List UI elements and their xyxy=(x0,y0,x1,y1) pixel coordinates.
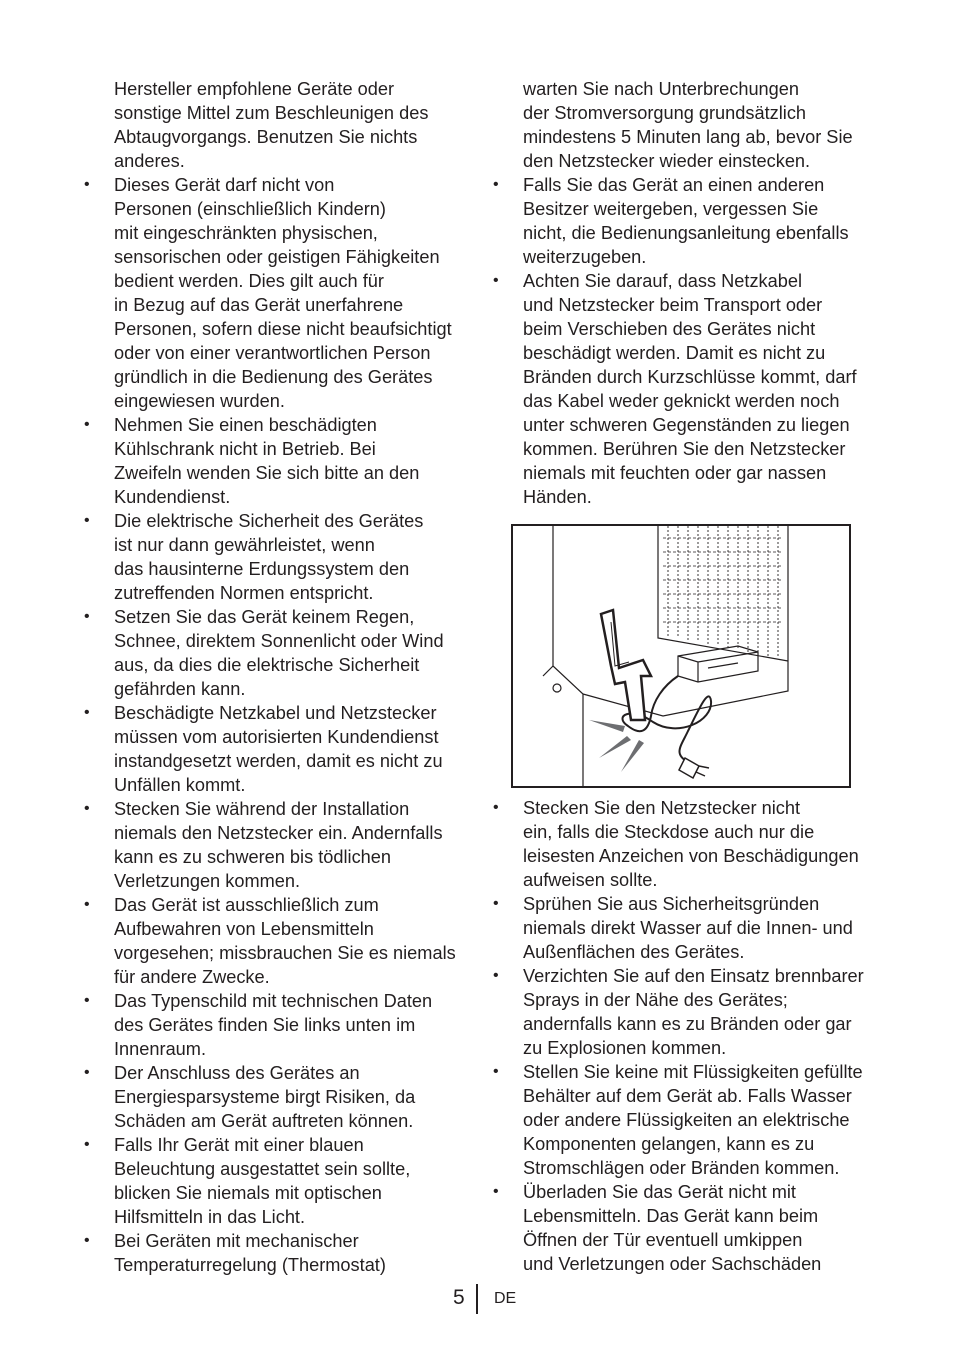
text-line: Beleuchtung ausgestattet sein sollte, xyxy=(114,1159,411,1179)
text-line: gründlich in die Bedienung des Gerätes xyxy=(114,367,433,387)
text-line: Bei Geräten mit mechanischer xyxy=(114,1231,359,1251)
text-line: Nehmen Sie einen beschädigten xyxy=(114,415,377,435)
text-line: in Bezug auf das Gerät unerfahrene xyxy=(114,295,404,315)
text-line: Die elektrische Sicherheit des Gerätes xyxy=(114,511,424,531)
right-column xyxy=(493,77,873,1276)
text-line: des Gerätes finden Sie links unten im xyxy=(114,1015,416,1035)
language-code: DE xyxy=(494,1290,517,1307)
bullet-icon: • xyxy=(493,799,499,816)
continuation-paragraph xyxy=(84,77,470,173)
text-line: Kundendienst. xyxy=(114,487,231,507)
bullet-item xyxy=(84,173,470,413)
text-line: Bränden durch Kurzschlüsse kommt, darf xyxy=(523,367,857,387)
text-line: gefährden kann. xyxy=(114,679,246,699)
bullet-item xyxy=(84,1133,470,1229)
bullet-item xyxy=(493,1180,873,1276)
text-line: Setzen Sie das Gerät keinem Regen, xyxy=(114,607,415,627)
power-cable-illustration xyxy=(511,524,851,788)
text-line: Temperaturregelung (Thermostat) xyxy=(114,1255,386,1275)
bullet-item xyxy=(493,269,873,509)
text-line: Stecken Sie den Netzstecker nicht xyxy=(523,798,800,818)
text-line: für andere Zwecke. xyxy=(114,967,270,987)
bullet-icon: • xyxy=(493,895,499,912)
bullet-list xyxy=(493,173,873,509)
text-line: Besitzer weitergeben, vergessen Sie xyxy=(523,199,819,219)
text-line: Komponenten gelangen, kann es zu xyxy=(523,1134,815,1154)
text-line: Händen. xyxy=(523,487,592,507)
page-number: 5 xyxy=(453,1286,465,1309)
text-line: Stromschlägen oder Bränden kommen. xyxy=(523,1158,840,1178)
text-line: beschädigt werden. Damit es nicht zu xyxy=(523,343,826,363)
fridge-cable-drawing xyxy=(513,526,849,786)
text-line: Innenraum. xyxy=(114,1039,207,1059)
text-line: zutreffenden Normen entspricht. xyxy=(114,583,374,603)
text-line: niemals mit feuchten oder gar nassen xyxy=(523,463,827,483)
text-line: unter schweren Gegenständen zu liegen xyxy=(523,415,850,435)
text-line: blicken Sie niemals mit optischen xyxy=(114,1183,382,1203)
text-line: oder von einer verantwortlichen Person xyxy=(114,343,431,363)
bullet-item xyxy=(493,1060,873,1180)
text-line: anderes. xyxy=(114,151,185,171)
bullet-icon: • xyxy=(84,512,90,529)
text-line: der Stromversorgung grundsätzlich xyxy=(523,103,807,123)
text-line: niemals den Netzstecker ein. Andernfalls xyxy=(114,823,443,843)
bullet-icon: • xyxy=(493,176,499,193)
text-line: Öffnen der Tür eventuell umkippen xyxy=(523,1230,803,1250)
text-line: Beschädigte Netzkabel und Netzstecker xyxy=(114,703,437,723)
bullet-item xyxy=(84,1229,470,1277)
text-line: und Netzstecker beim Transport oder xyxy=(523,295,823,315)
text-line: das hausinterne Erdungssystem den xyxy=(114,559,410,579)
text-line: Personen, sofern diese nicht beaufsichtigt xyxy=(114,319,452,339)
text-line: Sprays in der Nähe des Gerätes; xyxy=(523,990,788,1010)
text-line: Das Typenschild mit technischen Daten xyxy=(114,991,433,1011)
bullet-icon: • xyxy=(84,608,90,625)
text-line: niemals direkt Wasser auf die Innen- und xyxy=(523,918,853,938)
text-line: mit eingeschränkten physischen, xyxy=(114,223,378,243)
bullet-item xyxy=(493,892,873,964)
text-line: Achten Sie darauf, dass Netzkabel xyxy=(523,271,803,291)
text-line: Hersteller empfohlene Geräte oder xyxy=(114,79,395,99)
text-line: ein, falls die Steckdose auch nur die xyxy=(523,822,815,842)
text-line: ist nur dann gewährleistet, wenn xyxy=(114,535,375,555)
text-line: müssen vom autorisierten Kundendienst xyxy=(114,727,439,747)
page-footer xyxy=(0,1284,954,1314)
bullet-item xyxy=(84,701,470,797)
text-line: weiterzugeben. xyxy=(523,247,647,267)
text-line: Der Anschluss des Gerätes an xyxy=(114,1063,360,1083)
bullet-icon: • xyxy=(493,272,499,289)
text-line: Schäden am Gerät auftreten können. xyxy=(114,1111,414,1131)
text-line: Verzichten Sie auf den Einsatz brennbarer xyxy=(523,966,864,986)
bullet-icon: • xyxy=(84,992,90,1009)
bullet-item xyxy=(493,964,873,1060)
text-line: andernfalls kann es zu Bränden oder gar xyxy=(523,1014,852,1034)
bullet-item xyxy=(84,893,470,989)
bullet-icon: • xyxy=(84,176,90,193)
text-line: aus, da dies die elektrische Sicherheit xyxy=(114,655,420,675)
text-line: Verletzungen kommen. xyxy=(114,871,301,891)
text-line: instandgesetzt werden, damit es nicht zu xyxy=(114,751,443,771)
text-line: das Kabel weder geknickt werden noch xyxy=(523,391,840,411)
text-line: Stecken Sie während der Installation xyxy=(114,799,410,819)
text-line: Stellen Sie keine mit Flüssigkeiten gefüllte xyxy=(523,1062,863,1082)
text-line: sensorischen oder geistigen Fähigkeiten xyxy=(114,247,440,267)
text-line: Aufbewahren von Lebensmitteln xyxy=(114,919,374,939)
bullet-item xyxy=(84,413,470,509)
text-line: Energiesparsysteme birgt Risiken, da xyxy=(114,1087,416,1107)
text-line: nicht, die Bedienungsanleitung ebenfalls xyxy=(523,223,849,243)
continuation-paragraph xyxy=(493,77,873,173)
text-line: bedient werden. Dies gilt auch für xyxy=(114,271,384,291)
text-line: zu Explosionen kommen. xyxy=(523,1038,727,1058)
text-line: und Verletzungen oder Sachschäden xyxy=(523,1254,822,1274)
bullet-icon: • xyxy=(84,1232,90,1249)
text-line: Behälter auf dem Gerät ab. Falls Wasser xyxy=(523,1086,852,1106)
text-line: eingewiesen wurden. xyxy=(114,391,285,411)
text-line: vorgesehen; missbrauchen Sie es niemals xyxy=(114,943,456,963)
bullet-list xyxy=(493,796,873,1276)
bullet-item xyxy=(84,989,470,1061)
left-column xyxy=(84,77,470,1277)
bullet-item xyxy=(84,605,470,701)
text-line: kann es zu schweren bis tödlichen xyxy=(114,847,392,867)
text-line: Sprühen Sie aus Sicherheitsgründen xyxy=(523,894,820,914)
text-line: Falls Sie das Gerät an einen anderen xyxy=(523,175,825,195)
text-line: Unfällen kommt. xyxy=(114,775,246,795)
text-line: Überladen Sie das Gerät nicht mit xyxy=(523,1182,796,1202)
text-line: oder andere Flüssigkeiten an elektrische xyxy=(523,1110,850,1130)
text-line: mindestens 5 Minuten lang ab, bevor Sie xyxy=(523,127,853,147)
text-line: Das Gerät ist ausschließlich zum xyxy=(114,895,379,915)
bullet-icon: • xyxy=(493,1183,499,1200)
text-line: warten Sie nach Unterbrechungen xyxy=(523,79,800,99)
bullet-item xyxy=(84,1061,470,1133)
bullet-icon: • xyxy=(84,1136,90,1153)
text-line: kommen. Berühren Sie den Netzstecker xyxy=(523,439,846,459)
bullet-icon: • xyxy=(493,1063,499,1080)
text-line: beim Verschieben des Gerätes nicht xyxy=(523,319,816,339)
bullet-icon: • xyxy=(84,416,90,433)
text-line: den Netzstecker wieder einstecken. xyxy=(523,151,811,171)
text-line: Personen (einschließlich Kindern) xyxy=(114,199,386,219)
bullet-item xyxy=(84,797,470,893)
bullet-item xyxy=(84,509,470,605)
bullet-icon: • xyxy=(84,800,90,817)
text-line: Dieses Gerät darf nicht von xyxy=(114,175,335,195)
bullet-icon: • xyxy=(84,896,90,913)
bullet-list xyxy=(84,173,470,1277)
text-line: Hilfsmitteln in das Licht. xyxy=(114,1207,306,1227)
text-line: leisesten Anzeichen von Beschädigungen xyxy=(523,846,859,866)
bullet-item xyxy=(493,796,873,892)
text-line: Kühlschrank nicht in Betrieb. Bei xyxy=(114,439,376,459)
text-line: Schnee, direktem Sonnenlicht oder Wind xyxy=(114,631,444,651)
text-line: Falls Ihr Gerät mit einer blauen xyxy=(114,1135,364,1155)
bullet-item xyxy=(493,173,873,269)
bullet-icon: • xyxy=(84,704,90,721)
bullet-icon: • xyxy=(493,967,499,984)
text-line: Zweifeln wenden Sie sich bitte an den xyxy=(114,463,420,483)
footer-divider xyxy=(476,1284,478,1314)
text-line: sonstige Mittel zum Beschleunigen des xyxy=(114,103,429,123)
text-line: Außenflächen des Gerätes. xyxy=(523,942,745,962)
text-line: Abtaugvorgangs. Benutzen Sie nichts xyxy=(114,127,418,147)
text-line: aufweisen sollte. xyxy=(523,870,658,890)
text-line: Lebensmitteln. Das Gerät kann beim xyxy=(523,1206,819,1226)
bullet-icon: • xyxy=(84,1064,90,1081)
